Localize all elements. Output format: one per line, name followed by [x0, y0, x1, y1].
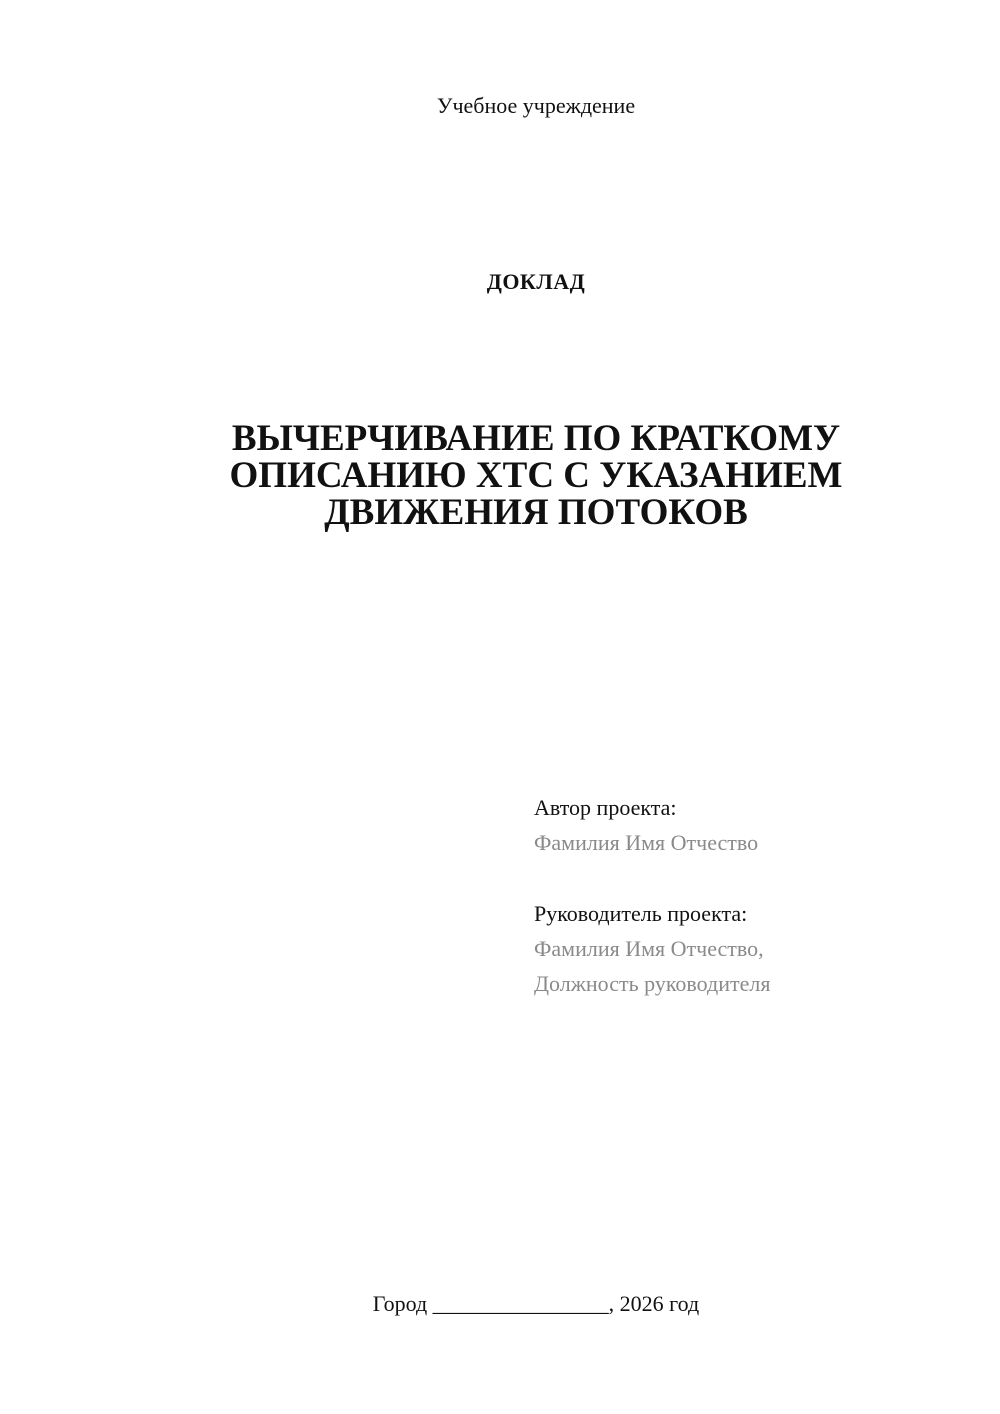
author-label: Автор проекта:: [534, 795, 677, 820]
supervisor-position: Должность руководителя: [534, 971, 771, 996]
city-year-line: Город ________________, 2026 год: [372, 1291, 700, 1316]
document-title: [0, 420, 1000, 531]
supervisor-name: Фамилия Имя Отчество,: [534, 936, 764, 961]
people-spacer: [534, 860, 974, 896]
document-title-line-3: ДВИЖЕНИЯ ПОТОКОВ: [324, 492, 748, 533]
author-name: Фамилия Имя Отчество: [534, 830, 759, 855]
institution-name: Учебное учреждение: [436, 93, 636, 118]
supervisor-label: Руководитель проекта:: [534, 901, 748, 926]
document-type-label: ДОКЛАД: [486, 269, 586, 294]
document-title-line-2: ОПИСАНИЮ ХТС С УКАЗАНИЕМ: [229, 455, 843, 496]
document-title-line-1: ВЫЧЕРЧИВАНИЕ ПО КРАТКОМУ: [231, 418, 841, 459]
project-people-block: [534, 790, 974, 1001]
